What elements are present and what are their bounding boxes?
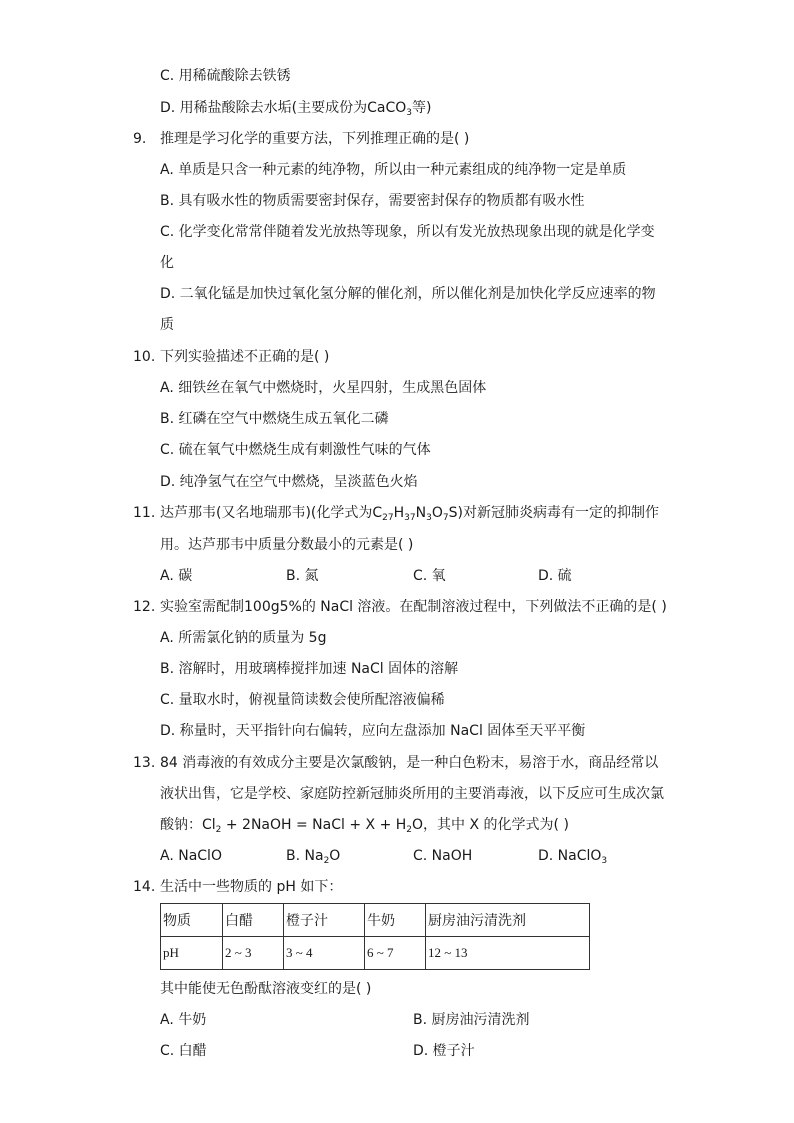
q12-option-d: D. 称量时，天平指针向右偏转，应向左盘添加 NaCl 固体至天平平衡 [160, 723, 586, 739]
q14-option-a: A. 牛奶 [160, 1012, 207, 1028]
q12-option-b: B. 溶解时，用玻璃棒搅拌加速 NaCl 固体的溶解 [160, 661, 459, 677]
ph-table-cell: 牛奶 [365, 904, 426, 937]
q10-option-a: A. 细铁丝在氧气中燃烧时，火星四射，生成黑色固体 [160, 380, 487, 396]
ph-table-cell: pH [161, 937, 223, 970]
q11-option-c: C. 氧 [413, 568, 446, 584]
q10-option-d: D. 纯净氢气在空气中燃烧，呈淡蓝色火焰 [160, 474, 418, 490]
q13-number: 13. [133, 755, 156, 771]
q9-option-c: C. 化学变化常常伴随着发光放热等现象，所以有发光放热现象出现的就是化学变 [160, 224, 655, 240]
q11-stem-cont: 用。达芦那韦中质量分数最小的元素是( ) [160, 537, 414, 553]
q14-question: 其中能使无色酚酞溶液变红的是( ) [160, 981, 372, 997]
q9-option-d: D. 二氧化锰是加快过氧化氢分解的催化剂，所以催化剂是加快化学反应速率的物 [160, 286, 656, 302]
q13-option-b: B. $Na_2O$ [286, 848, 341, 866]
q12-option-a: A. 所需氯化钠的质量为 5g [160, 630, 327, 646]
q13-equation-line: 酸钠：$Cl_2$ + 2NaOH = NaCl + $X + H_2O$，其中 X 的化学式为( ) [160, 817, 569, 835]
ph-table-value-row [161, 937, 590, 970]
ph-table-cell: 6 ~ 7 [365, 937, 426, 970]
q13-stem: 84 消毒液的有效成分主要是次氯酸钠，是一种白色粉末，易溶于水，商品经常以 [160, 755, 659, 771]
ph-table-cell: 厨房油污清洗剂 [426, 904, 590, 937]
ph-table-cell: 橙子汁 [284, 904, 365, 937]
q9-stem: 推理是学习化学的重要方法，下列推理正确的是( ) [160, 131, 470, 147]
q11-option-b: B. 氮 [286, 568, 319, 584]
ph-table-cell: 3 ~ 4 [284, 937, 365, 970]
q9-number: 9. [133, 131, 147, 147]
q13-stem-cont: 液状出售，它是学校、家庭防控新冠肺炎所用的主要消毒液，以下反应可生成次氯 [160, 786, 664, 802]
q10-stem: 下列实验描述不正确的是( ) [160, 349, 330, 365]
q9-option-d-cont: 质 [160, 317, 174, 333]
q11-number: 11. [133, 505, 156, 521]
q9-option-b: B. 具有吸水性的物质需要密封保存，需要密封保存的物质都有吸水性 [160, 193, 585, 209]
q12-number: 12. [133, 599, 156, 615]
q11-stem: 达芦那韦(又名地瑞那韦)(化学式为$C_{27}H_{37}N_3O_7S$)对新冠肺炎病毒有一定的抑制作 [160, 505, 659, 523]
q10-option-b: B. 红磷在空气中燃烧生成五氧化二磷 [160, 411, 389, 427]
q11-option-d: D. 硫 [538, 568, 572, 584]
ph-table-cell: 12 ~ 13 [426, 937, 590, 970]
q8-option-d: D. 用稀盐酸除去水垢(主要成份为CaCO$_3$等) [160, 100, 432, 118]
ph-table [160, 903, 590, 970]
ph-table-cell: 物质 [161, 904, 223, 937]
q14-option-b: B. 厨房油污清洗剂 [413, 1012, 530, 1028]
q14-stem: 生活中一些物质的 pH 如下： [160, 879, 343, 895]
ph-table-cell: 2 ~ 3 [223, 937, 284, 970]
q10-number: 10. [133, 349, 156, 365]
q14-option-d: D. 橙子汁 [413, 1043, 475, 1059]
q9-option-c-cont: 化 [160, 255, 174, 271]
q13-option-a: A. NaClO [160, 848, 222, 864]
ph-table-cell: 白醋 [223, 904, 284, 937]
q12-stem: 实验室需配制100g5%的 NaCl 溶液。在配制溶液过程中，下列做法不正确的是( ) [160, 599, 667, 615]
q13-option-d: D. NaClO$_3$ [538, 848, 608, 866]
q11-option-a: A. 碳 [160, 568, 193, 584]
q14-number: 14. [133, 879, 156, 895]
q8-option-c: C. 用稀硫酸除去铁锈 [160, 68, 291, 84]
ph-table-header-row [161, 904, 590, 937]
q13-option-c: C. NaOH [413, 848, 473, 864]
q10-option-c: C. 硫在氧气中燃烧生成有刺激性气味的气体 [160, 442, 431, 458]
q12-option-c: C. 量取水时，俯视量筒读数会使所配溶液偏稀 [160, 692, 445, 708]
q14-option-c: C. 白醋 [160, 1043, 207, 1059]
q9-option-a: A. 单质是只含一种元素的纯净物，所以由一种元素组成的纯净物一定是单质 [160, 162, 627, 178]
